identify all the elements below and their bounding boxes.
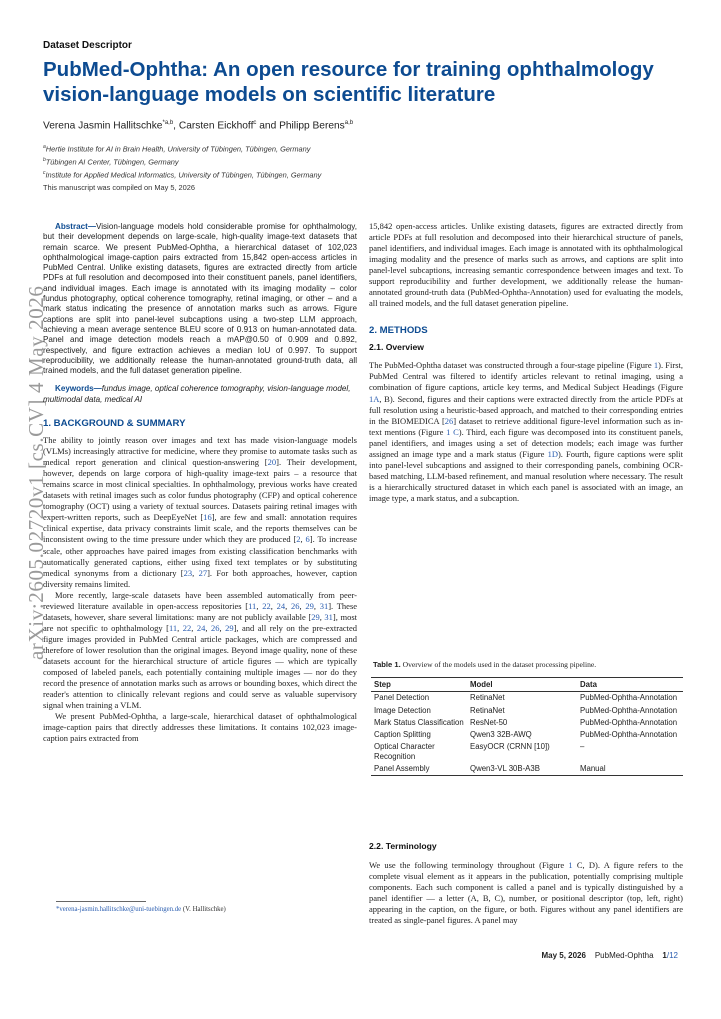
paragraph-text: , <box>313 600 320 611</box>
affiliation-text: Tübingen AI Center, Tübingen, Germany <box>45 157 179 167</box>
citation-link[interactable]: 31 <box>319 600 329 611</box>
footnote <box>56 906 226 913</box>
citation-link[interactable]: 20 <box>267 457 277 468</box>
citation-link[interactable]: 27 <box>198 567 208 578</box>
table-cell: Image Detection <box>374 705 431 715</box>
table-header-row <box>371 678 683 692</box>
author-name: Verena Jasmin Hallitschke <box>43 120 163 132</box>
author-separator: , <box>173 120 179 132</box>
paragraph-text: , <box>299 600 306 611</box>
author-mark: a,b <box>344 120 354 126</box>
citation-link[interactable]: 26 <box>290 600 300 611</box>
paragraph-text: , <box>192 567 199 578</box>
paragraph-text: , <box>319 611 325 622</box>
background-paragraph-2 <box>43 590 357 712</box>
left-column <box>43 222 357 744</box>
background-paragraph-3: We present PubMed-Ophtha, a large-scale, hierarchical dataset of ophthalmological image-caption pairs that directly addresses these limitations. It contains 102,023 image-caption pairs extracted from <box>43 711 357 744</box>
contact-email-link[interactable]: *verena-jasmin.hallitschke@uni-tuebingen.de <box>56 906 182 913</box>
paragraph-text: ], most are not specific to ophthalmology [ <box>43 611 357 633</box>
citation-link[interactable]: 29 <box>305 600 314 611</box>
paragraph-text: , <box>285 600 291 611</box>
author-mark: *a,b <box>162 120 174 126</box>
background-paragraph-1 <box>43 435 357 590</box>
table-label: Table 1. <box>373 660 401 669</box>
table-cell: Panel Detection <box>374 693 430 703</box>
table-header-cell: Data <box>577 678 683 692</box>
right-column <box>369 221 683 504</box>
paragraph-text: , <box>177 622 183 633</box>
affiliations <box>43 142 321 181</box>
table-cell: Qwen3-VL 30B-A3B <box>467 763 577 776</box>
author-name: Philipp Berens <box>279 120 345 132</box>
paragraph-text: , <box>270 600 277 611</box>
abstract <box>43 222 357 376</box>
table-row <box>371 692 683 705</box>
table-cell: EasyOCR (CRNN [10]) <box>470 742 550 752</box>
citation-link[interactable]: 26 <box>444 415 454 426</box>
citation-link[interactable]: 1 <box>653 360 659 371</box>
contact-name: (V. Hallitschke) <box>181 906 226 913</box>
author-list <box>43 120 353 131</box>
paragraph-text: The ability to jointly reason over images and text has made vision-language models (VLMs) increasingly attractive for medicine, where they promise to automate tasks such as medical report generation and clinical question-answering [ <box>43 435 357 468</box>
citation-link[interactable]: 29 <box>311 611 320 622</box>
citation-link[interactable]: 11 <box>248 600 257 611</box>
paragraph-text: The PubMed-Ophtha dataset was constructed through a four-stage pipeline (Figure <box>369 360 654 371</box>
paragraph-text: ]. To increase scale, other approaches have paired images from existing classification benchmarks with automatically generated captions, either using fixed text templates or by substituting medical synonyms from a dictionary [ <box>43 534 357 578</box>
citation-link[interactable]: 2 <box>296 534 301 545</box>
citation-link[interactable]: 31 <box>324 611 333 622</box>
page-footer <box>541 951 678 960</box>
paragraph-text: ). Third, each figure was decomposed into its constituent panels, panel identifiers, and images using a set of detection models; each image was further assigned an image type and a mark status (Figure <box>369 426 683 459</box>
footer-journal: PubMed-Ophtha <box>594 951 654 960</box>
paragraph-text: ]. These datasets, however, share several limitations: many are not publicly available [ <box>43 600 358 622</box>
footnote-rule <box>56 901 146 902</box>
author-separator: and <box>256 120 280 132</box>
citation-link[interactable]: 6 <box>305 534 310 545</box>
author-mark: c <box>253 120 257 126</box>
table-caption <box>373 660 596 669</box>
paragraph-text: , <box>300 534 306 545</box>
subsection-title-overview: 2.1. Overview <box>369 342 424 353</box>
document-type: Dataset Descriptor <box>43 40 132 51</box>
table-cell: Mark Status Classification <box>374 717 464 727</box>
citation-link[interactable]: 1D <box>547 448 558 459</box>
table-cell: ResNet-50 <box>470 717 508 727</box>
table-row <box>371 705 683 717</box>
citation-link[interactable]: 24 <box>276 600 286 611</box>
keywords-text: fundus image, optical coherence tomography, vision-language model, multimodal data, medical AI <box>43 384 351 404</box>
affiliation <box>43 155 321 168</box>
compiled-date: This manuscript was compiled on May 5, 2026 <box>43 183 195 192</box>
paragraph-text: , <box>191 622 197 633</box>
table-cell: Panel Assembly <box>371 763 467 776</box>
affiliation-mark: b <box>43 156 46 163</box>
table-cell: Qwen3 32B-AWQ <box>470 730 532 740</box>
table-row <box>371 729 683 741</box>
table-cell: PubMed-Ophtha-Annotation <box>580 705 678 715</box>
abstract-text: Vision-language models hold considerable promise for ophthalmology, but their development depends on large-scale, high-quality image-text datasets that remain scarce. We present PubMed-Ophtha, a hierarchical dataset of 102,023 ophthalmological image-caption pairs extracted from 15,842 open-access articles in PubMed Central. Unlike existing datasets, figures are extracted directly from article PDFs at full resolution and decomposed into their constituent panels, panel identifiers, and individual images. Each image is annotated with its imaging modality – color fundus photography, optical coherence tomography, retinal imaging, or other – and a mark status indicating the presence of annotation marks such as arrows. Figure captions are split into panel-level subcaptions using a two-step LLM approach, achieving a mean average sentence BLEU score of 0.913 on human-annotated data. Panel and image detection models reach a mAP@0.50 of 0.909 and 0.892, respectively, and figure extraction achieves a median IoU of 0.997. To support reproducibility, we additionally release the human-annotated ground-truth data, all trained models, and the full dataset generation pipeline. <box>43 222 357 376</box>
paragraph-text: ], are few and small: annotation requires clinical expertise, data privacy constraints limit scale, and the reports themselves can be inconsistent owing to the time pressure under which they are produced [ <box>43 512 357 545</box>
table-caption-text: Overview of the models used in the dataset processing pipeline. <box>400 660 597 669</box>
table-cell: PubMed-Ophtha-Annotation <box>580 717 678 727</box>
paragraph-text: ]. Their development, however, depends on large corpora of high-quality image-text pairs – a resource that remains scarce in most clinical specialties. In ophthalmology, previous works have created datasets with retinal images such as color fundus photography (CFP) and optical coherence tomography (OCT) using a variety of textual sources. Datasets pairing retinal images with expert-written reports, such as DeepEyeNet [ <box>43 457 357 523</box>
section-title-methods: 2. METHODS <box>369 325 428 337</box>
abstract-label: Abstract— <box>55 222 96 231</box>
affiliation-text: Institute for Applied Medical Informatics, University of Tübingen, Tübingen, Germany <box>45 170 322 180</box>
paragraph-text: C, D). A figure refers to the complete visual element as it appears in the publication, potentially comprising multiple components. Each such component is called a panel and is typically distinguished by a panel identifier — a letter (A, B, C), number, or positional descriptor (top, left, right) appearing in the caption, on the figure, or both. Figures without any panel identifiers are treated as single-panel figures. A panel may <box>369 860 683 926</box>
citation-link[interactable]: 22 <box>182 622 192 633</box>
table-header-cell: Model <box>467 678 577 692</box>
terminology-paragraph <box>369 860 683 926</box>
table-cell: – <box>580 742 585 752</box>
keywords-label: Keywords— <box>55 384 102 394</box>
table-cell: PubMed-Ophtha-Annotation <box>580 693 678 703</box>
table-row <box>371 763 683 776</box>
citation-link[interactable]: 29 <box>225 622 234 633</box>
paragraph-text: More recently, large-scale datasets have been assembled automatically from peer-reviewed literature available in open-access repositories [ <box>43 589 357 611</box>
models-table <box>371 677 683 776</box>
page-total: /12 <box>666 951 678 960</box>
table-row <box>371 741 683 763</box>
table-row <box>371 717 683 729</box>
citation-link[interactable]: 1 C <box>446 426 459 437</box>
affiliation-text: Hertie Institute for AI in Brain Health, University of Tübingen, Tübingen, Germany <box>45 144 311 154</box>
page-number: 1 <box>662 951 667 960</box>
citation-link[interactable]: 26 <box>210 622 220 633</box>
arxiv-watermark: arXiv:2605.02720v1 [cs.CV] 4 May 2026 <box>24 285 48 660</box>
keywords <box>43 384 357 405</box>
paragraph-text: ], and all rely on the pre-extracted figure images provided in PubMed Central article packages, which are compressed and therefore of lower resolution than the original images. Beyond image quality, none of these datasets account for the hierarchical structure of article figures — which are typically composed of labeled panels, each potentially containing multiple images — nor do they record the presence of annotation marks such as arrows or bounding boxes, which direct the reader's attention to clinically relevant regions and could serve as valuable supervisory signal when training a VLM. <box>43 622 358 711</box>
subsection-title-terminology: 2.2. Terminology <box>369 841 437 851</box>
paragraph-text: , B). Second, figures and their captions were extracted directly from the article PDFs at full resolution using a heuristic-based approach, and matched to their corresponding entries in the BIOMEDICA [ <box>369 393 683 426</box>
citation-link[interactable]: 16 <box>203 512 212 523</box>
terminology-block <box>369 841 683 926</box>
paragraph-text: ] dataset to retrieve additional figure-level information such as in-text mentions (Figure <box>369 415 683 437</box>
table-cell: RetinaNet <box>470 693 505 703</box>
table-cell: Manual <box>577 763 683 776</box>
citation-link[interactable]: 22 <box>262 600 271 611</box>
citation-link[interactable]: 24 <box>196 622 206 633</box>
paragraph-text: ). First, PubMed Central was filtered to identify articles relevant to retinal imaging, using a combination of figure captions, article key terms, and Medical Subject Headings (Figure <box>369 360 684 393</box>
table-cell: Caption Splitting <box>374 730 431 740</box>
citation-link[interactable]: 23 <box>183 567 193 578</box>
table-header-cell: Step <box>371 678 467 692</box>
citation-link[interactable]: 1A <box>369 393 380 404</box>
summary-continued-paragraph: 15,842 open-access articles. Unlike existing datasets, figures are extracted directly from article PDFs at full resolution and decomposed into their hierarchical structure of panels, panel identifiers, and individual images. Each image is annotated with its ophthalmological imaging modality and the presence of marks such as arrows, and captions are split into panel-level subcaptions, increasing semantic correspondence between images and text. To support reproducibility and further development, we additionally release the human-annotated ground-truth data (PubMed-Ophtha-Annotation) used for evaluating the models, all trained models, and the full dataset generation pipeline. <box>369 221 683 309</box>
table-cell: RetinaNet <box>470 705 505 715</box>
paragraph-text: , <box>219 622 226 633</box>
paper-title: PubMed-Ophtha: An open resource for training ophthalmology vision-language models on scientific literature <box>43 58 654 106</box>
paragraph-text: , <box>205 622 211 633</box>
affiliation <box>43 168 321 181</box>
table-cell: PubMed-Ophtha-Annotation <box>580 730 678 740</box>
author-name: Carsten Eickhoff <box>178 120 254 132</box>
table-cell: Optical Character Recognition <box>374 742 435 761</box>
footer-date: May 5, 2026 <box>541 951 586 960</box>
affiliation <box>43 142 321 155</box>
paragraph-text: , <box>256 600 263 611</box>
affiliation-mark: c <box>43 169 46 176</box>
affiliation-mark: a <box>43 144 46 150</box>
citation-link[interactable]: 11 <box>168 622 178 633</box>
section-title-background: 1. BACKGROUND & SUMMARY <box>43 418 186 430</box>
paragraph-text: ]. For both approaches, however, caption diversity remains limited. <box>43 567 357 589</box>
paragraph-text: We use the following terminology throughout (Figure <box>369 860 569 870</box>
overview-paragraph <box>369 360 683 504</box>
paragraph-text: ). Fourth, figure captions were split into panel-level subcaptions and assigned to their corresponding panels, combining OCR-based matching, LLM-based refinement, and manual resolution where necessary. The result is a hierarchically structured dataset in which each panel is associated with an image, an image type, a mark status, and a subcaption. <box>369 448 684 503</box>
citation-link[interactable]: 1 <box>568 860 573 870</box>
